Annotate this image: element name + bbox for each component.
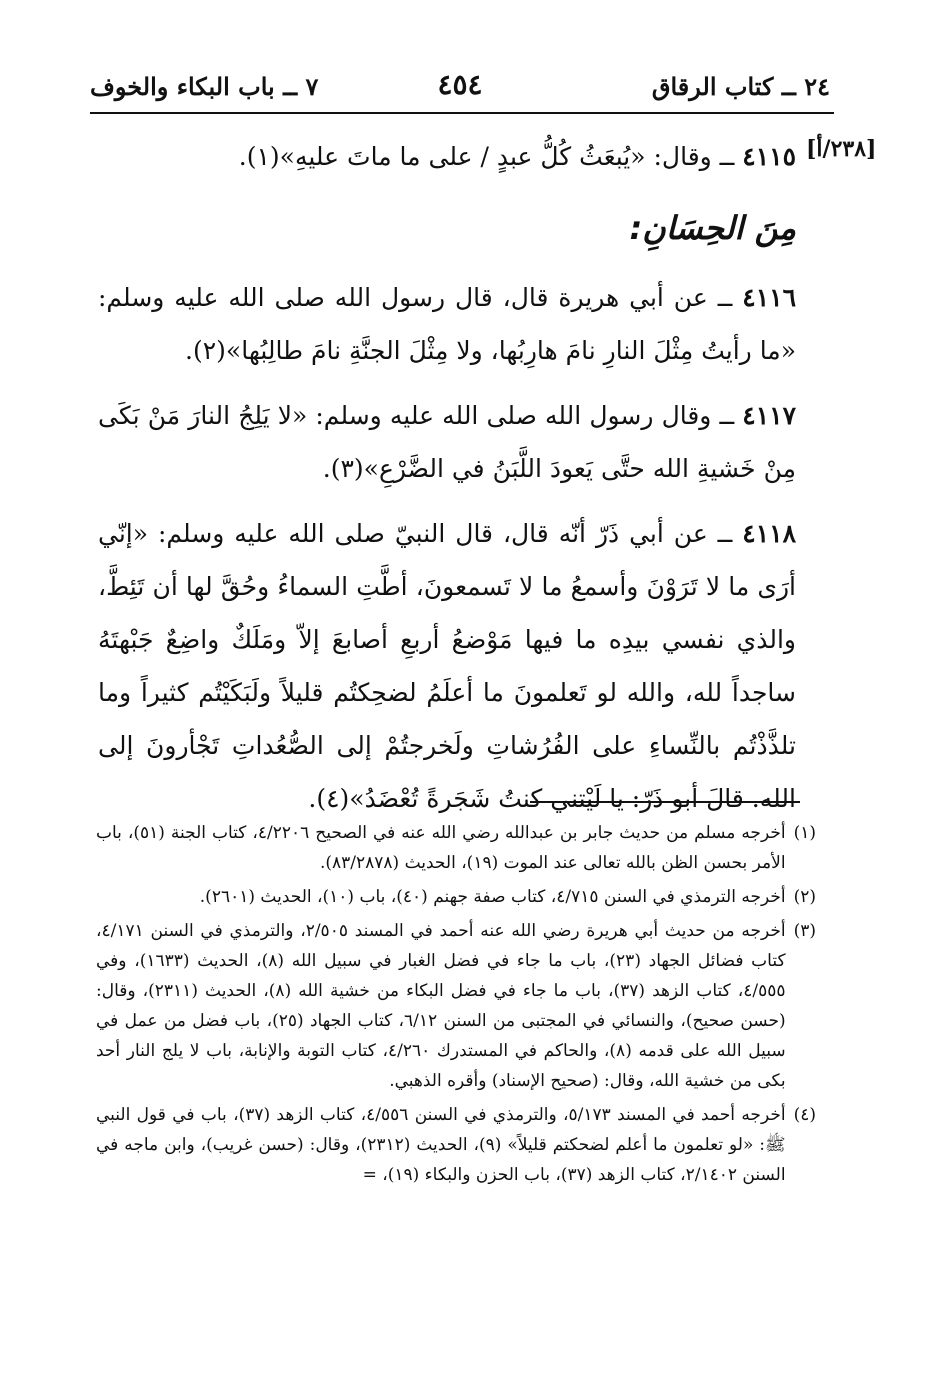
hadith-4117	[98, 389, 796, 495]
footnote-number: (١)	[793, 823, 816, 843]
footnote-1	[96, 818, 816, 878]
hadith-number: ٤١١٥	[742, 142, 796, 171]
main-text	[98, 130, 796, 837]
page-number: ٤٥٤	[437, 68, 483, 101]
hadith-text: ــ وقال: «يُبعَثُ كُلُّ عبدٍ / على ما ماتَ عليهِ»(١).	[238, 142, 735, 171]
footnote-number: (٢)	[793, 887, 816, 907]
section-heading: مِنَ الحِسَانِ:	[629, 209, 796, 247]
footnote-2	[96, 882, 816, 912]
hadith-text: ــ عن أبي هريرة قال، قال رسول الله صلى الله عليه وسلم: «ما رأيتُ مِثْلَ النارِ نامَ هارِبُها، ولا مِثْلَ الجنَّةِ نامَ طالِبُها»(٢).	[98, 283, 796, 365]
footnote-3	[96, 916, 816, 1096]
running-header	[90, 60, 830, 114]
hadith-4118	[98, 507, 796, 825]
footnote-text: أخرجه أحمد في المسند ٥/١٧٣، والترمذي في السنن ٤/٥٥٦، كتاب الزهد (٣٧)، باب في قول النبي ﷺ: «لو تعلمون ما أعلم لضحكتم قليلاً» (٩)، الحديث (٢٣١٢)، وقال: (حسن غريب)، وابن ماجه في السنن ٢/١٤٠٢، كتاب الزهد (٣٧)، باب الحزن والبكاء (١٩)، =	[96, 1105, 786, 1185]
hadith-number: ٤١١٦	[742, 283, 796, 312]
footnote-divider	[530, 801, 800, 803]
footnotes	[96, 818, 816, 1194]
book-chapter-title: ٢٤ ــ كتاب الرقاق	[651, 72, 830, 101]
hadith-4115	[98, 130, 796, 183]
footnote-text: أخرجه من حديث أبي هريرة رضي الله عنه أحمد في المسند ٢/٥٠٥، والترمذي في السنن ٤/١٧١، كتاب فضائل الجهاد (٢٣)، باب ما جاء في فضل الغبار في سبيل الله (٨)، الحديث (١٦٣٣)، وفي ٤/٥٥٥، كتاب الزهد (٣٧)، باب ما جاء في فضل البكاء من خشية الله (٨)، الحديث (٢٣١١)، وقال: (حسن صحيح)، والنسائي في المجتبى من السنن ٦/١٢، كتاب الجهاد (٢٥)، باب فضل من عمل في سبيل الله على قدمه (٨)، والحاكم في المستدرك ٤/٢٦٠، كتاب التوبة والإنابة، باب لا يلج النار أحد بكى من خشية الله، وقال: (صحيح الإسناد) وأقره الذهبي.	[96, 921, 786, 1091]
section-title: ٧ ــ باب البكاء والخوف	[90, 72, 319, 101]
manuscript-folio-marker: [٢٣٨/أ]	[806, 136, 877, 162]
hadith-number: ٤١١٧	[742, 401, 797, 430]
footnote-number: (٣)	[793, 921, 816, 941]
header-divider	[90, 112, 834, 114]
hadith-text: ــ عن أبي ذَرّ أنّه قال، قال النبيّ صلى الله عليه وسلم: «إنّي أرَى ما لا تَرَوْنَ وأسمعُ ما لا تَسمعونَ، أطَّتِ السماءُ وحُقَّ لها أن تَئِطَّ، والذي نفسي بيدِه ما فيها مَوْضعُ أربعِ أصابعَ إلاّ ومَلَكٌ واضِعٌ جَبْهتَهُ ساجداً لله، والله لو تَعلمونَ ما أعلَمُ لضحِكتُم قليلاً ولَبَكَيْتُم كثيراً وما تلذَّذْتُم بالنِّساءِ على الفُرُشاتِ ولَخرجتُمْ إلى الصُّعُداتِ تَجْأرونَ إلى الله. قالَ أبو ذَرّ: يا لَيْتني كنتُ شَجَرةً تُعْضَدُ»(٤).	[98, 519, 796, 813]
hadith-number: ٤١١٨	[742, 519, 796, 548]
footnote-text: أخرجه الترمذي في السنن ٤/٧١٥، كتاب صفة جهنم (٤٠)، باب (١٠)، الحديث (٢٦٠١).	[199, 887, 786, 907]
footnote-number: (٤)	[793, 1105, 816, 1125]
footnote-text: أخرجه مسلم من حديث جابر بن عبدالله رضي الله عنه في الصحيح ٤/٢٢٠٦، كتاب الجنة (٥١)، باب الأمر بحسن الظن بالله تعالى عند الموت (١٩)، الحديث (٨٣/٢٨٧٨).	[96, 823, 786, 873]
hadith-text: ــ وقال رسول الله صلى الله عليه وسلم: «لا يَلِجُ النارَ مَنْ بَكَى مِنْ خَشيةِ الله حتَّى يَعودَ اللَّبَنُ في الضَّرْعِ»(٣).	[98, 401, 796, 483]
footnote-4	[96, 1100, 816, 1190]
hadith-4116	[98, 271, 796, 377]
